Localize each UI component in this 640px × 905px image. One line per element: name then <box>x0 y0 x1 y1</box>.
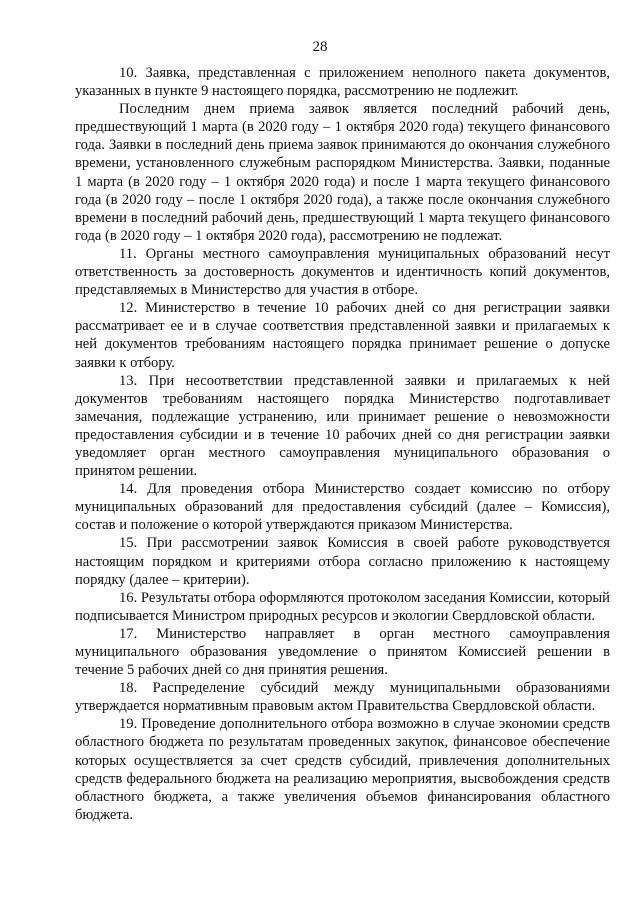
paragraph-19: 19. Проведение дополнительного отбора возможно в случае экономии средств областного бюджета по результатам проведенных закупок, финансовое обеспечение которых осуществляется за счет средств субсидий, привлечения дополнительных средств федерального бюджета на реализацию мероприятия, высвобождения средств областного бюджета, а также увеличения объемов финансирования областного бюджета. <box>75 716 610 823</box>
paragraph-16: 16. Результаты отбора оформляются протоколом заседания Комиссии, который подписывается Министром природных ресурсов и экологии Свердловской области. <box>75 589 610 624</box>
paragraph-18: 18. Распределение субсидий между муниципальными образованиями утверждается нормативным правовым актом Правительства Свердловской области. <box>75 680 610 715</box>
paragraph-15: 15. При рассмотрении заявок Комиссия в своей работе руководствуется настоящим порядком и критериями отбора согласно приложению к настоящему порядку (далее – критерии). <box>75 535 610 588</box>
page-number: 28 <box>312 39 328 55</box>
paragraph-10: 10. Заявка, представленная с приложением неполного пакета документов, указанных в пункте 9 настоящего порядка, рассмотрению не подлежит. <box>75 65 610 100</box>
paragraph-14: 14. Для проведения отбора Министерство создает комиссию по отбору муниципальных образований для предоставления субсидий (далее – Комиссия), состав и положение о которой утверждаются приказом Министерства. <box>75 481 610 534</box>
paragraph-13: 13. При несоответствии представленной заявки и прилагаемых к ней документов требованиям настоящего порядка Министерство подготавливает замечания, подлежащие устранению, или принимает решение о невозможности предоставления субсидии и в течение 10 рабочих дней со дня регистрации заявки уведомляет орган местного самоуправления муниципального образования о принятом решении. <box>75 372 610 480</box>
paragraph-10-deadline: Последним днем приема заявок является последний рабочий день, предшествующий 1 марта (в 2020 году – 1 октября 2020 года) текущего финансового года. Заявки в последний день приема заявок принимаются до окончания служебного времени, установленного служебным распорядком Министерства. Заявки, поданные 1 марта (в 2020 году – 1 октября 2020 года) и после 1 марта текущего финансового года (в 2020 году – после 1 октября 2020 года), а также после окончания служебного времени в последний рабочий день, предшествующий 1 марта текущего финансового года (в 2020 году – 1 октября 2020 года), рассмотрению не подлежат. <box>75 101 610 244</box>
paragraph-12: 12. Министерство в течение 10 рабочих дней со дня регистрации заявки рассматривает ее и в случае соответствия представленной заявки и прилагаемых к ней документов требованиям настоящего порядка принимает решение о допуске заявки к отбору. <box>75 300 610 371</box>
paragraph-11: 11. Органы местного самоуправления муниципальных образований несут ответственность за достоверность документов и идентичность копий документов, представляемых в Министерство для участия в отборе. <box>75 245 610 299</box>
document-body <box>75 64 610 824</box>
paragraph-17: 17. Министерство направляет в орган местного самоуправления муниципального образования уведомление о принятом Комиссией решении в течение 5 рабочих дней со дня принятия решения. <box>75 625 610 679</box>
